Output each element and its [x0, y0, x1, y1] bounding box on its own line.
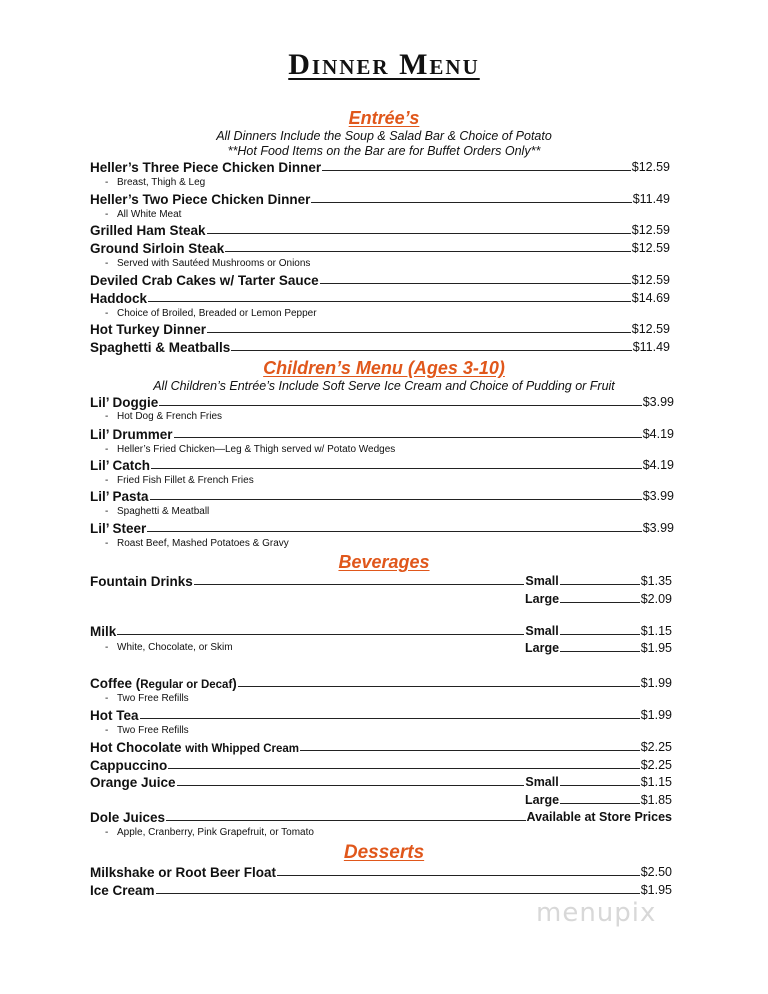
item-name: Spaghetti & Meatballs: [90, 339, 231, 355]
leader-line: [231, 350, 631, 351]
name-part: Regular or Decaf: [140, 678, 233, 691]
page-title: Dinner Menu: [288, 48, 480, 81]
leader-line: [140, 718, 640, 719]
item-name: Hot Tea: [90, 707, 139, 723]
note-text: Two Free Refills: [117, 693, 189, 704]
children-subtitle: All Children’s Entrée’s Include Soft Serve Ice Cream and Choice of Pudding or Fruit: [153, 379, 615, 393]
note-text: White, Chocolate, or Skim: [117, 642, 233, 653]
desserts-heading: Desserts: [343, 842, 425, 863]
item-price: $11.49: [632, 192, 670, 206]
item-price: $1.99: [640, 708, 672, 722]
bullet: -: [105, 725, 109, 736]
item-price: $1.15: [640, 775, 672, 789]
leader-line: [159, 405, 641, 406]
item-price: $3.99: [642, 395, 674, 409]
bullet: -: [105, 642, 109, 653]
menu-item-hot-turkey: [90, 320, 670, 338]
leader-line: [156, 893, 640, 894]
item-name: Milk: [90, 623, 117, 639]
item-price: $4.19: [642, 458, 674, 472]
item-note: [105, 642, 233, 653]
menu-item-two-piece-chicken: [90, 190, 670, 208]
size-label: Small: [525, 624, 559, 638]
leader-line: [117, 634, 524, 635]
menu-item-milkshake: [90, 863, 672, 881]
name-part: Hot Chocolate: [90, 739, 186, 755]
leader-line: [168, 768, 639, 769]
item-price: $12.59: [631, 241, 670, 255]
item-price: $1.95: [640, 641, 672, 655]
bullet: -: [105, 538, 109, 549]
item-name: Dole Juices: [90, 809, 166, 825]
leader-line: [560, 651, 640, 652]
item-name: Heller’s Three Piece Chicken Dinner: [90, 159, 322, 175]
item-price: $14.69: [631, 291, 670, 305]
item-price: $12.59: [631, 273, 670, 287]
leader-line: [166, 820, 526, 821]
item-name: Lil’ Steer: [90, 520, 147, 536]
item-note: [105, 693, 189, 704]
item-price: $1.15: [640, 624, 672, 638]
menu-item-dole-juices: [90, 808, 672, 826]
note-text: Apple, Cranberry, Pink Grapefruit, or Tomato: [117, 827, 314, 838]
bullet: -: [105, 475, 109, 486]
leader-line: [320, 283, 631, 284]
availability-text: Available at Store Prices: [526, 810, 672, 824]
item-price: $12.59: [631, 160, 670, 174]
item-note: [105, 177, 205, 188]
leader-line: [150, 499, 642, 500]
item-name: Ground Sirloin Steak: [90, 240, 225, 256]
leader-line: [560, 602, 640, 603]
menu-item-coffee: [90, 674, 672, 692]
item-name: Cappuccino: [90, 757, 168, 773]
children-heading: Children’s Menu (Ages 3-10): [263, 358, 505, 378]
note-text: All White Meat: [117, 209, 182, 220]
note-text: Two Free Refills: [117, 725, 189, 736]
item-note: [105, 506, 209, 517]
item-note: [105, 725, 189, 736]
leader-line: [174, 437, 642, 438]
item-note: [105, 209, 181, 220]
leader-line: [322, 170, 631, 171]
item-price: $2.09: [640, 592, 672, 606]
menu-item-orange-juice-large: [525, 791, 672, 809]
leader-line: [194, 584, 525, 585]
note-text: Heller’s Fried Chicken—Leg & Thigh served w/ Potato Wedges: [117, 444, 396, 455]
menu-item-milk: [90, 622, 672, 640]
menu-item-haddock: [90, 289, 670, 307]
item-price: $1.85: [640, 793, 672, 807]
item-note: [105, 258, 310, 269]
item-price: $1.99: [640, 676, 672, 690]
bullet: -: [105, 693, 109, 704]
item-name: Milkshake or Root Beer Float: [90, 864, 277, 880]
item-name: Haddock: [90, 290, 148, 306]
menu-item-orange-juice: [90, 773, 672, 791]
menu-item-crab-cakes: [90, 271, 670, 289]
name-part: Coffee (: [90, 675, 141, 691]
menu-item-lil-catch: [90, 456, 674, 474]
menu-item-sirloin-steak: [90, 239, 670, 257]
item-name: Lil’ Catch: [90, 457, 151, 473]
size-label: Small: [525, 574, 559, 588]
leader-line: [277, 875, 640, 876]
leader-line: [147, 531, 641, 532]
size-label: Large: [525, 592, 560, 606]
watermark: menupix: [536, 898, 657, 928]
leader-line: [560, 634, 640, 635]
note-text: Served with Sautéed Mushrooms or Onions: [117, 258, 311, 269]
name-part: with Whipped Cream: [185, 742, 299, 755]
leader-line: [207, 332, 631, 333]
note-text: Breast, Thigh & Leg: [117, 177, 206, 188]
leader-line: [300, 750, 640, 751]
item-name: Lil’ Drummer: [90, 426, 173, 442]
leader-line: [560, 803, 640, 804]
item-note: [105, 538, 289, 549]
item-name: Heller’s Two Piece Chicken Dinner: [90, 191, 311, 207]
item-price: $3.99: [642, 489, 674, 503]
beverages-heading: Beverages: [338, 552, 430, 572]
menu-item-ham-steak: [90, 221, 670, 239]
item-price: $2.25: [640, 740, 672, 754]
item-price: $3.99: [642, 521, 674, 535]
note-text: Choice of Broiled, Breaded or Lemon Pepper: [117, 308, 317, 319]
item-name: [90, 676, 237, 691]
item-note: [105, 827, 314, 838]
menu-item-three-piece-chicken: [90, 158, 670, 176]
menu-item-hot-tea: [90, 706, 672, 724]
item-price: $2.50: [640, 865, 672, 879]
menu-item-lil-pasta: [90, 487, 674, 505]
item-name: Lil’ Pasta: [90, 488, 149, 504]
leader-line: [207, 233, 631, 234]
size-label: Large: [525, 793, 560, 807]
size-label: Large: [525, 641, 560, 655]
leader-line: [560, 584, 640, 585]
item-name: Lil’ Doggie: [90, 394, 159, 410]
bullet: -: [105, 827, 109, 838]
bullet: -: [105, 209, 109, 220]
leader-line: [311, 202, 631, 203]
menu-item-lil-drummer: [90, 425, 674, 443]
item-name: [90, 740, 299, 755]
bullet: -: [105, 177, 109, 188]
item-name: Hot Turkey Dinner: [90, 321, 207, 337]
size-label: Small: [525, 775, 559, 789]
bullet: -: [105, 506, 109, 517]
bullet: -: [105, 258, 109, 269]
bullet: -: [105, 411, 109, 422]
menu-item-lil-doggie: [90, 393, 674, 411]
menu-item-fountain-drinks-large: [525, 590, 672, 608]
item-note: [105, 308, 317, 319]
item-price: $4.19: [642, 427, 674, 441]
menu-item-milk-large: [525, 639, 672, 657]
item-price: $11.49: [632, 340, 670, 354]
note-text: Roast Beef, Mashed Potatoes & Gravy: [117, 538, 289, 549]
name-part: ): [232, 675, 237, 691]
note-text: Hot Dog & French Fries: [117, 411, 223, 422]
leader-line: [151, 468, 642, 469]
menu-item-hot-chocolate: [90, 738, 672, 756]
item-note: [105, 444, 395, 455]
item-price: $12.59: [631, 322, 670, 336]
item-name: Fountain Drinks: [90, 573, 193, 589]
leader-line: [148, 301, 631, 302]
leader-line: [225, 251, 630, 252]
menu-item-lil-steer: [90, 519, 674, 537]
item-name: Ice Cream: [90, 882, 155, 898]
item-price: $1.35: [640, 574, 672, 588]
menu-item-spaghetti: [90, 338, 670, 356]
bullet: -: [105, 308, 109, 319]
menu-item-fountain-drinks: [90, 572, 672, 590]
leader-line: [177, 785, 525, 786]
bullet: -: [105, 444, 109, 455]
note-text: Spaghetti & Meatball: [117, 506, 210, 517]
item-name: Deviled Crab Cakes w/ Tarter Sauce: [90, 272, 319, 288]
item-note: [105, 475, 254, 486]
menu-item-cappuccino: [90, 756, 672, 774]
item-price: $2.25: [640, 758, 672, 772]
item-price: $12.59: [631, 223, 670, 237]
leader-line: [238, 686, 640, 687]
entrees-subtitle-1: All Dinners Include the Soup & Salad Bar & Choice of Potato: [216, 129, 552, 143]
leader-line: [560, 785, 640, 786]
entrees-heading: Entrée’s: [348, 108, 420, 128]
item-name: Orange Juice: [90, 774, 176, 790]
item-note: [105, 411, 222, 422]
note-text: Fried Fish Fillet & French Fries: [117, 475, 254, 486]
item-price: $1.95: [640, 883, 672, 897]
item-name: Grilled Ham Steak: [90, 222, 206, 238]
menu-item-ice-cream: [90, 881, 672, 899]
entrees-subtitle-2: **Hot Food Items on the Bar are for Buffet Orders Only**: [227, 144, 541, 158]
